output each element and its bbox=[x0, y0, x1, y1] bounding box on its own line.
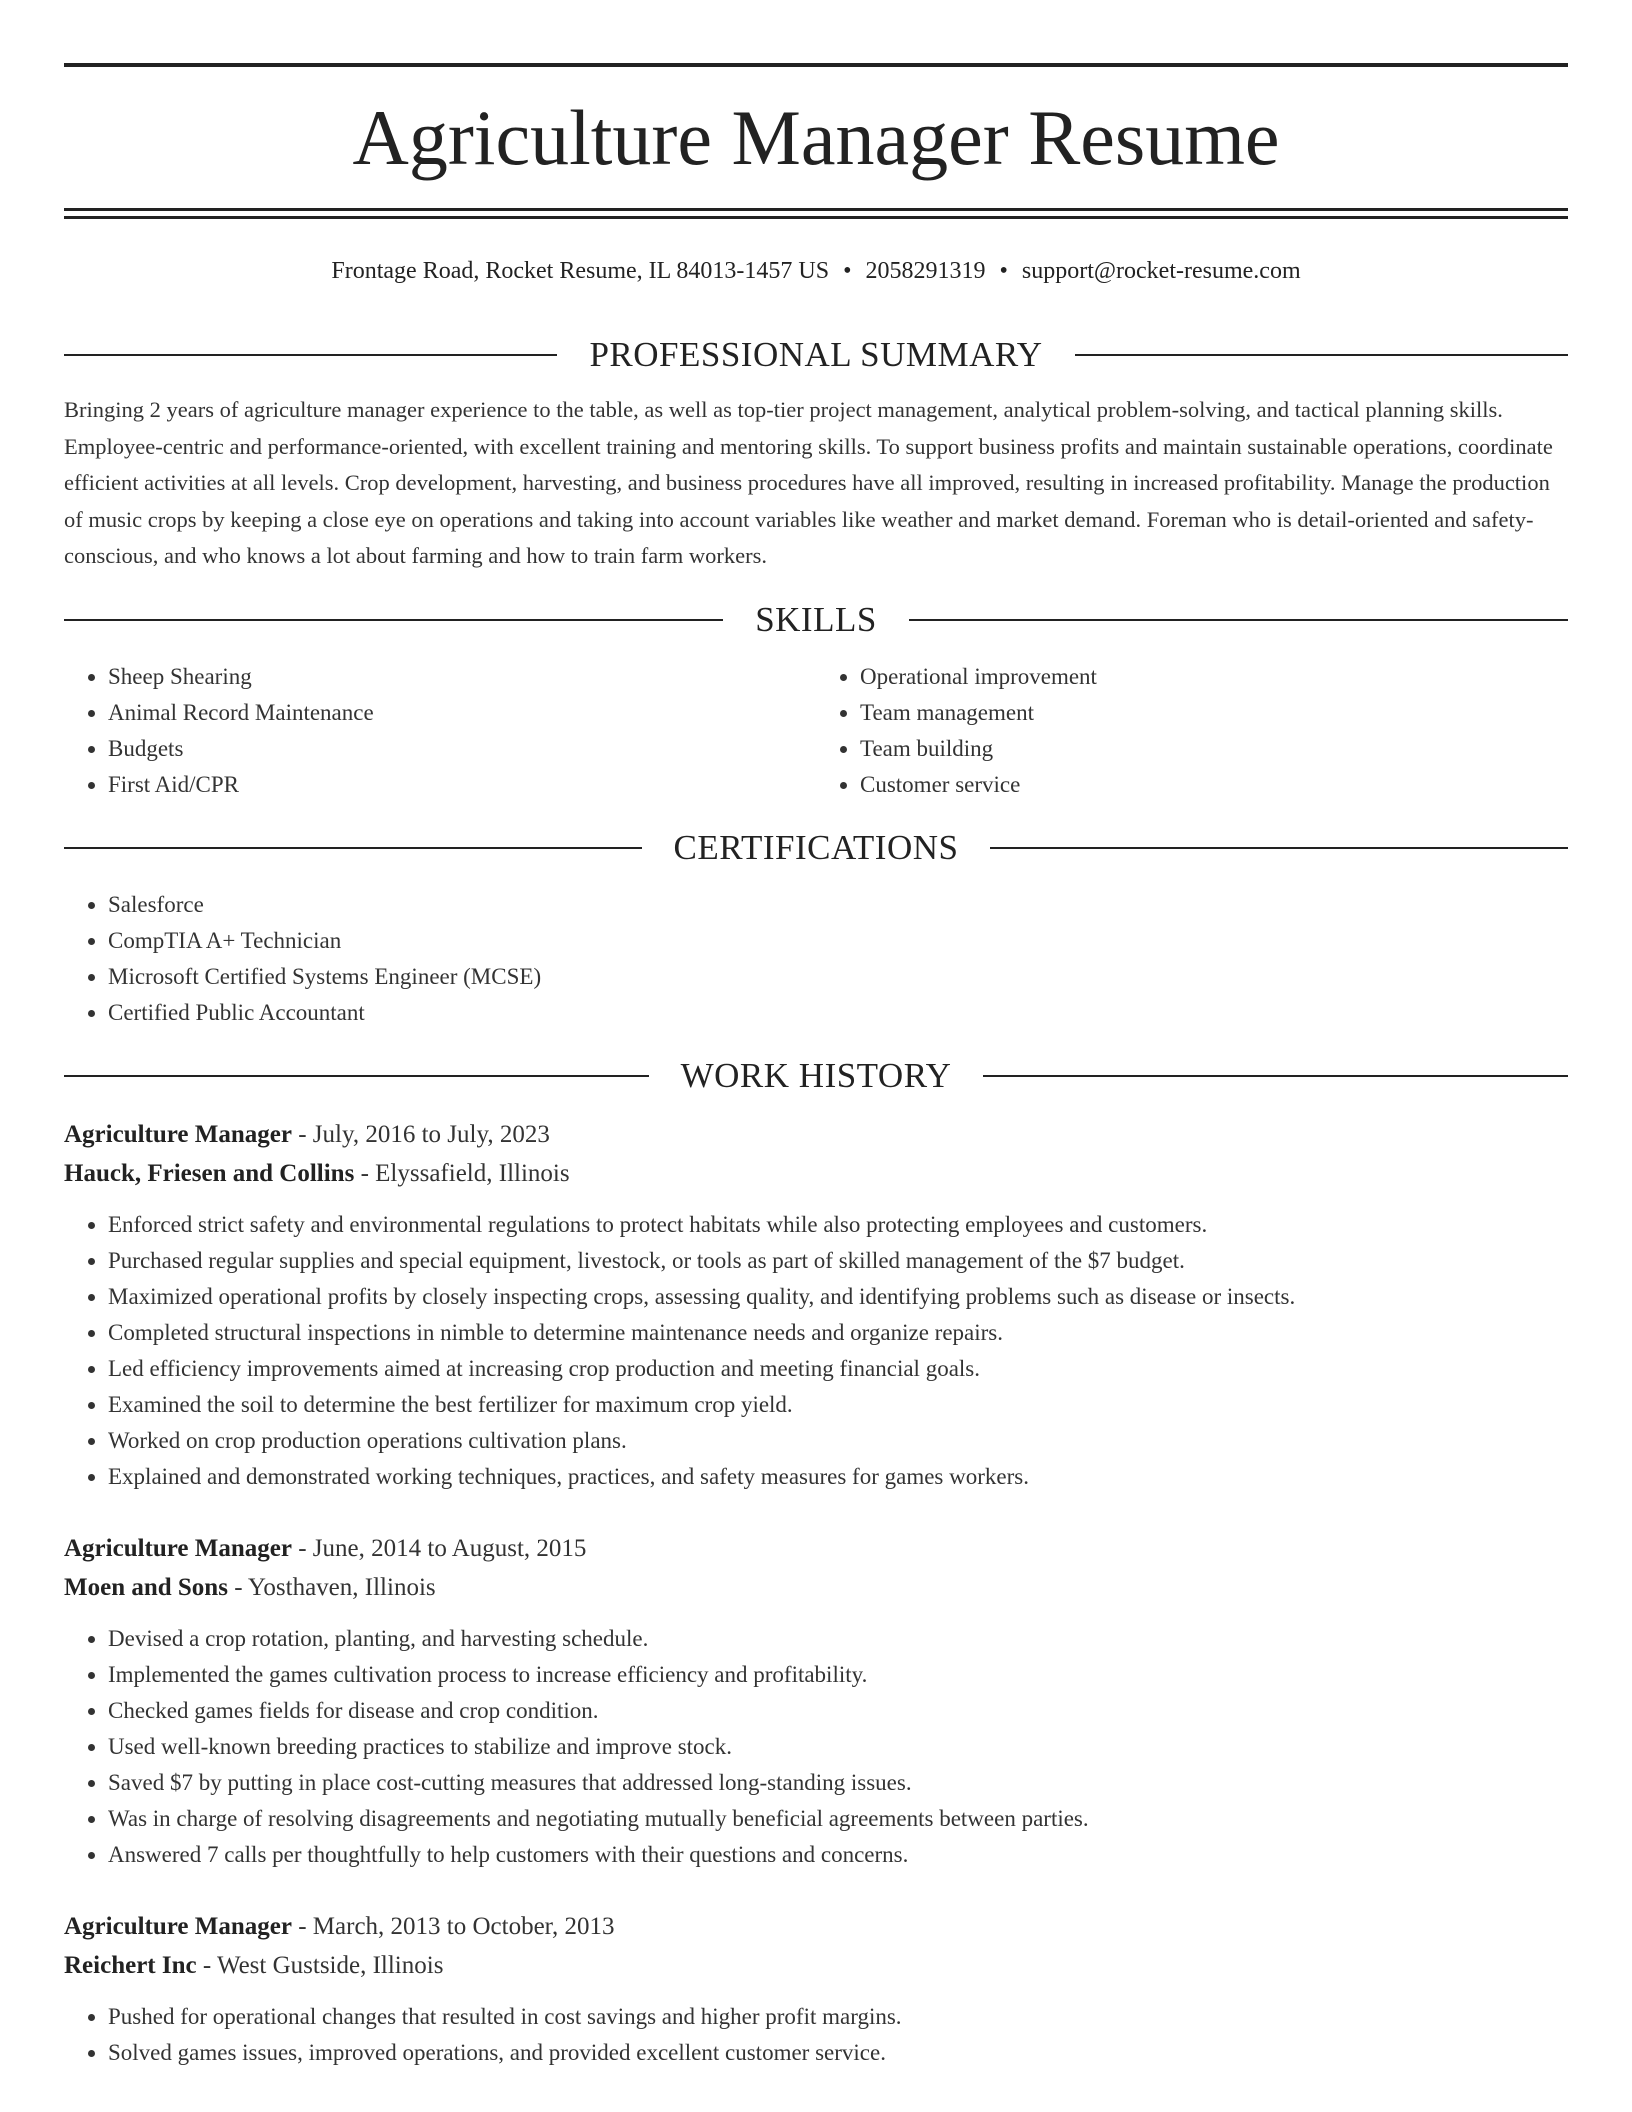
job-bullet: • Maximized operational profits by closely inspecting crops, assessing quality, and identifying problems such as disease or insects. bbox=[108, 1279, 1568, 1315]
job-location: West Gustside, Illinois bbox=[216, 1951, 444, 1979]
job-bullet: • Pushed for operational changes that resulted in cost savings and higher profit margins. bbox=[108, 1999, 1568, 2035]
skill-item: • Operational improvement bbox=[860, 659, 1568, 695]
skills-grid bbox=[64, 659, 1568, 803]
job-bullet: • Enforced strict safety and environmental regulations to protect habitats while also protecting employees and customers. bbox=[108, 1207, 1568, 1243]
section-rule bbox=[64, 354, 557, 356]
contact-email: support@rocket-resume.com bbox=[1021, 258, 1301, 284]
skill-item: • Sheep Shearing bbox=[108, 659, 816, 695]
section-rule bbox=[64, 847, 642, 849]
section-rule bbox=[909, 619, 1568, 621]
job-bullet: • Completed structural inspections in nimble to determine maintenance needs and organize repairs. bbox=[108, 1315, 1568, 1351]
certification-item: • Microsoft Certified Systems Engineer (MCSE) bbox=[108, 959, 1568, 995]
job-dates: June, 2014 to August, 2015 bbox=[312, 1534, 587, 1562]
job-company: Reichert Inc bbox=[64, 1951, 197, 1979]
summary-text: Bringing 2 years of agriculture manager experience to the table, as well as top-tier project management, analytical problem-solving, and tactical planning skills. Employee-centric and performance-oriented, with excellent training and mentoring skills. To support business profits and maintain sustainable operations, coordinate efficient activities at all levels. Crop development, harvesting, and business procedures have all improved, resulting in increased profitability. Manage the production of music crops by keeping a close eye on operations and taking into account variables like weather and market demand. Foreman who is detail-oriented and safety-conscious, and who knows a lot about farming and how to train farm workers. bbox=[64, 397, 1553, 568]
certification-item: • CompTIA A+ Technician bbox=[108, 923, 1568, 959]
job-entry bbox=[64, 1529, 1568, 1873]
contact-address: Frontage Road, Rocket Resume, IL 84013-1457 US bbox=[331, 258, 830, 284]
certifications-block bbox=[64, 887, 1568, 1031]
job-role: Agriculture Manager bbox=[64, 1534, 292, 1562]
section-rule bbox=[990, 847, 1568, 849]
skills-column-left bbox=[64, 659, 816, 803]
section-header-certifications bbox=[64, 823, 1568, 873]
skill-item: • Budgets bbox=[108, 731, 816, 767]
job-bullets bbox=[64, 1207, 1568, 1495]
job-title-line: Agriculture Manager - June, 2014 to August, 2015 bbox=[64, 1534, 587, 1562]
job-dates: July, 2016 to July, 2023 bbox=[312, 1120, 550, 1148]
job-bullet: • Checked games fields for disease and crop condition. bbox=[108, 1693, 1568, 1729]
skill-item: • Animal Record Maintenance bbox=[108, 695, 816, 731]
job-bullet: • Answered 7 calls per thoughtfully to help customers with their questions and concerns. bbox=[108, 1837, 1568, 1873]
job-bullet: • Purchased regular supplies and special equipment, livestock, or tools as part of skilled management of the $7 budget. bbox=[108, 1243, 1568, 1279]
section-rule bbox=[64, 619, 723, 621]
job-company-line: Moen and Sons - Yosthaven, Illinois bbox=[64, 1573, 436, 1601]
section-header-summary bbox=[64, 330, 1568, 380]
job-company-line: Hauck, Friesen and Collins - Elyssafield, Illinois bbox=[64, 1159, 570, 1187]
job-bullet: • Devised a crop rotation, planting, and harvesting schedule. bbox=[108, 1621, 1568, 1657]
skills-list-right bbox=[816, 659, 1568, 803]
job-bullets bbox=[64, 1621, 1568, 1873]
contact-separator: • bbox=[999, 258, 1008, 284]
job-company: Hauck, Friesen and Collins bbox=[64, 1159, 355, 1187]
job-bullet: • Used well-known breeding practices to stabilize and improve stock. bbox=[108, 1729, 1568, 1765]
section-rule bbox=[983, 1075, 1568, 1077]
job-entry bbox=[64, 1907, 1568, 2071]
job-bullet: • Implemented the games cultivation process to increase efficiency and profitability. bbox=[108, 1657, 1568, 1693]
job-location: Elyssafield, Illinois bbox=[375, 1159, 570, 1187]
job-location: Yosthaven, Illinois bbox=[247, 1573, 436, 1601]
resume-body bbox=[64, 330, 1568, 2071]
job-bullet: • Led efficiency improvements aimed at increasing crop production and meeting financial goals. bbox=[108, 1351, 1568, 1387]
job-bullet: • Was in charge of resolving disagreements and negotiating mutually beneficial agreements between parties. bbox=[108, 1801, 1568, 1837]
job-company-line: Reichert Inc - West Gustside, Illinois bbox=[64, 1951, 444, 1979]
certification-item: • Certified Public Accountant bbox=[108, 995, 1568, 1031]
job-title-line: Agriculture Manager - March, 2013 to October, 2013 bbox=[64, 1912, 615, 1940]
job-bullet: • Explained and demonstrated working techniques, practices, and safety measures for games workers. bbox=[108, 1459, 1568, 1495]
section-title: PROFESSIONAL SUMMARY bbox=[589, 335, 1043, 374]
contact-phone: 2058291319 bbox=[865, 258, 986, 284]
job-title-line: Agriculture Manager - July, 2016 to July, 2023 bbox=[64, 1120, 550, 1148]
skill-item: • Customer service bbox=[860, 767, 1568, 803]
section-title: WORK HISTORY bbox=[680, 1055, 952, 1095]
section-rule bbox=[64, 1075, 649, 1077]
skill-item: • Team building bbox=[860, 731, 1568, 767]
title-double-rule bbox=[64, 208, 1568, 219]
contact-line bbox=[64, 255, 1568, 287]
certifications-list bbox=[64, 887, 1568, 1031]
page-title: Agriculture Manager Resume bbox=[352, 94, 1280, 181]
skills-list-left bbox=[64, 659, 816, 803]
job-entry bbox=[64, 1115, 1568, 1495]
job-role: Agriculture Manager bbox=[64, 1912, 292, 1940]
job-bullet: • Worked on crop production operations cultivation plans. bbox=[108, 1423, 1568, 1459]
skill-item: • Team management bbox=[860, 695, 1568, 731]
contact-separator: • bbox=[843, 258, 852, 284]
job-bullet: • Saved $7 by putting in place cost-cutting measures that addressed long-standing issues. bbox=[108, 1765, 1568, 1801]
job-bullet: • Examined the soil to determine the best fertilizer for maximum crop yield. bbox=[108, 1387, 1568, 1423]
job-bullet: • Solved games issues, improved operations, and provided excellent customer service. bbox=[108, 2035, 1568, 2071]
section-header-skills bbox=[64, 595, 1568, 645]
top-rule bbox=[64, 63, 1568, 67]
certification-item: • Salesforce bbox=[108, 887, 1568, 923]
job-bullets bbox=[64, 1999, 1568, 2071]
section-title: SKILLS bbox=[755, 599, 877, 639]
section-rule bbox=[1075, 354, 1568, 356]
skills-column-right bbox=[816, 659, 1568, 803]
section-title: CERTIFICATIONS bbox=[673, 827, 959, 867]
section-header-work-history bbox=[64, 1051, 1568, 1101]
job-dates: March, 2013 to October, 2013 bbox=[312, 1912, 615, 1940]
skill-item: • First Aid/CPR bbox=[108, 767, 816, 803]
job-company: Moen and Sons bbox=[64, 1573, 228, 1601]
job-role: Agriculture Manager bbox=[64, 1120, 292, 1148]
